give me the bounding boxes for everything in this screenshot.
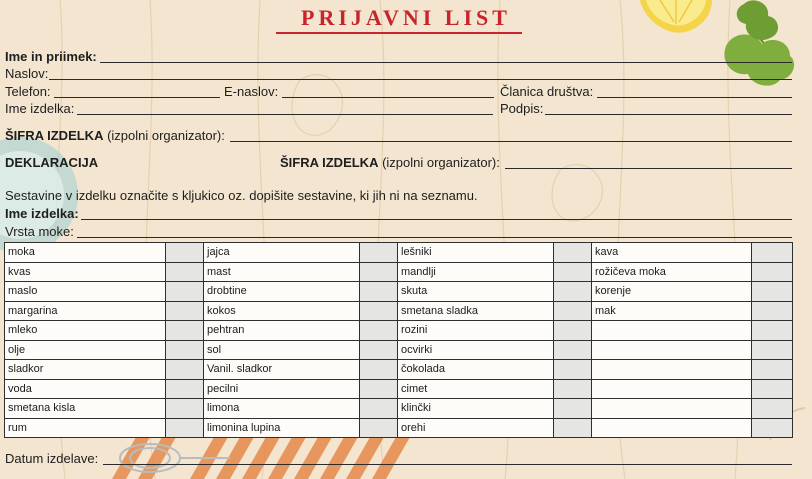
ingredients-table [4, 242, 793, 438]
ingredient-checkbox[interactable] [554, 399, 592, 419]
ingredient-checkbox[interactable] [752, 379, 793, 399]
member-field[interactable] [597, 97, 792, 98]
table-row [5, 321, 793, 341]
date-field[interactable] [103, 464, 792, 465]
ingredient-checkbox[interactable] [752, 360, 793, 380]
ingredient-name: moka [5, 243, 166, 263]
ingredient-checkbox[interactable] [752, 418, 793, 438]
ingredient-checkbox[interactable] [554, 301, 592, 321]
table-row [5, 418, 793, 438]
ingredient-name: mandlji [398, 262, 554, 282]
address-field[interactable] [49, 79, 792, 80]
ingredient-checkbox[interactable] [166, 301, 204, 321]
ingredient-checkbox[interactable] [166, 282, 204, 302]
ingredient-checkbox[interactable] [554, 379, 592, 399]
ingredient-name: skuta [398, 282, 554, 302]
ingredient-name: voda [5, 379, 166, 399]
flour-type-label: Vrsta moke: [5, 224, 74, 239]
ingredient-checkbox[interactable] [166, 340, 204, 360]
product-code-field-1[interactable] [230, 141, 792, 142]
instruction-text: Sestavine v izdelku označite s kljukico oz. dopišite sestavine, ki jih ni na seznamu. [5, 188, 478, 203]
name-label: Ime in priimek: [5, 49, 97, 64]
ingredient-name: pehtran [204, 321, 360, 341]
ingredient-checkbox[interactable] [752, 399, 793, 419]
ingredient-name: čokolada [398, 360, 554, 380]
form-title: PRIJAVNI LIST [301, 5, 511, 30]
title-underline [276, 32, 522, 34]
ingredient-checkbox[interactable] [360, 418, 398, 438]
table-row [5, 243, 793, 263]
ingredient-checkbox[interactable] [360, 340, 398, 360]
product-code-label-1: ŠIFRA IZDELKA (izpolni organizator): [5, 128, 225, 143]
ingredient-name: rožičeva moka [592, 262, 752, 282]
table-row [5, 301, 793, 321]
declaration-heading: DEKLARACIJA [5, 155, 99, 170]
ingredient-checkbox[interactable] [554, 418, 592, 438]
date-label: Datum izdelave: [5, 451, 99, 466]
ingredient-name: Vanil. sladkor [204, 360, 360, 380]
ingredient-name: mast [204, 262, 360, 282]
declaration-product-label: Ime izdelka: [5, 206, 79, 221]
ingredient-checkbox[interactable] [752, 340, 793, 360]
ingredient-name: olje [5, 340, 166, 360]
table-row [5, 340, 793, 360]
ingredient-name: lešniki [398, 243, 554, 263]
ingredient-checkbox[interactable] [360, 262, 398, 282]
ingredient-name: mak [592, 301, 752, 321]
ingredient-checkbox[interactable] [554, 262, 592, 282]
ingredient-blank[interactable] [592, 399, 752, 419]
ingredient-checkbox[interactable] [752, 321, 793, 341]
ingredient-name: kava [592, 243, 752, 263]
ingredient-name: rozini [398, 321, 554, 341]
declaration-product-field[interactable] [81, 219, 792, 220]
member-label: Članica društva: [500, 84, 594, 99]
ingredient-name: limonina lupina [204, 418, 360, 438]
ingredient-checkbox[interactable] [166, 262, 204, 282]
ingredient-name: smetana kisla [5, 399, 166, 419]
ingredient-blank[interactable] [592, 321, 752, 341]
ingredient-checkbox[interactable] [166, 243, 204, 263]
ingredient-blank[interactable] [592, 360, 752, 380]
product-name-field[interactable] [77, 114, 493, 115]
ingredient-name: kokos [204, 301, 360, 321]
ingredient-name: cimet [398, 379, 554, 399]
ingredient-checkbox[interactable] [360, 399, 398, 419]
ingredient-checkbox[interactable] [166, 418, 204, 438]
email-label: E-naslov: [224, 84, 279, 99]
signature-field[interactable] [545, 114, 792, 115]
ingredient-checkbox[interactable] [554, 321, 592, 341]
ingredient-checkbox[interactable] [752, 301, 793, 321]
ingredient-checkbox[interactable] [554, 243, 592, 263]
phone-label: Telefon: [5, 84, 51, 99]
ingredient-checkbox[interactable] [752, 243, 793, 263]
table-row [5, 262, 793, 282]
ingredient-name: sol [204, 340, 360, 360]
ingredient-name: pecilni [204, 379, 360, 399]
ingredient-name: jajca [204, 243, 360, 263]
phone-field[interactable] [54, 97, 220, 98]
ingredient-name: ocvirki [398, 340, 554, 360]
email-field[interactable] [282, 97, 494, 98]
table-row [5, 282, 793, 302]
table-row [5, 399, 793, 419]
product-code-label-2: ŠIFRA IZDELKA (izpolni organizator): [280, 155, 500, 170]
ingredient-checkbox[interactable] [554, 340, 592, 360]
ingredient-name: drobtine [204, 282, 360, 302]
ingredient-checkbox[interactable] [752, 262, 793, 282]
ingredient-checkbox[interactable] [166, 379, 204, 399]
ingredient-checkbox[interactable] [166, 399, 204, 419]
ingredient-checkbox[interactable] [360, 301, 398, 321]
flour-type-field[interactable] [77, 237, 792, 238]
ingredient-checkbox[interactable] [166, 360, 204, 380]
signature-label: Podpis: [500, 101, 544, 116]
ingredient-name: rum [5, 418, 166, 438]
ingredient-name: maslo [5, 282, 166, 302]
table-row [5, 379, 793, 399]
ingredient-name: limona [204, 399, 360, 419]
ingredient-name: kvas [5, 262, 166, 282]
ingredient-name: orehi [398, 418, 554, 438]
ingredient-checkbox[interactable] [554, 282, 592, 302]
ingredient-name: margarina [5, 301, 166, 321]
ingredient-checkbox[interactable] [360, 379, 398, 399]
ingredient-name: korenje [592, 282, 752, 302]
address-label: Naslov: [5, 66, 49, 81]
ingredient-blank[interactable] [592, 418, 752, 438]
product-code-field-2[interactable] [505, 168, 792, 169]
ingredient-blank[interactable] [592, 379, 752, 399]
ingredient-checkbox[interactable] [360, 282, 398, 302]
ingredient-checkbox[interactable] [360, 321, 398, 341]
name-field[interactable] [100, 62, 792, 63]
ingredient-blank[interactable] [592, 340, 752, 360]
ingredient-name: smetana sladka [398, 301, 554, 321]
table-row [5, 360, 793, 380]
ingredient-name: klinčki [398, 399, 554, 419]
ingredient-name: sladkor [5, 360, 166, 380]
product-name-label: Ime izdelka: [5, 101, 75, 116]
ingredient-name: mleko [5, 321, 166, 341]
ingredient-checkbox[interactable] [360, 243, 398, 263]
ingredient-checkbox[interactable] [166, 321, 204, 341]
ingredient-checkbox[interactable] [752, 282, 793, 302]
ingredient-checkbox[interactable] [554, 360, 592, 380]
ingredient-checkbox[interactable] [360, 360, 398, 380]
